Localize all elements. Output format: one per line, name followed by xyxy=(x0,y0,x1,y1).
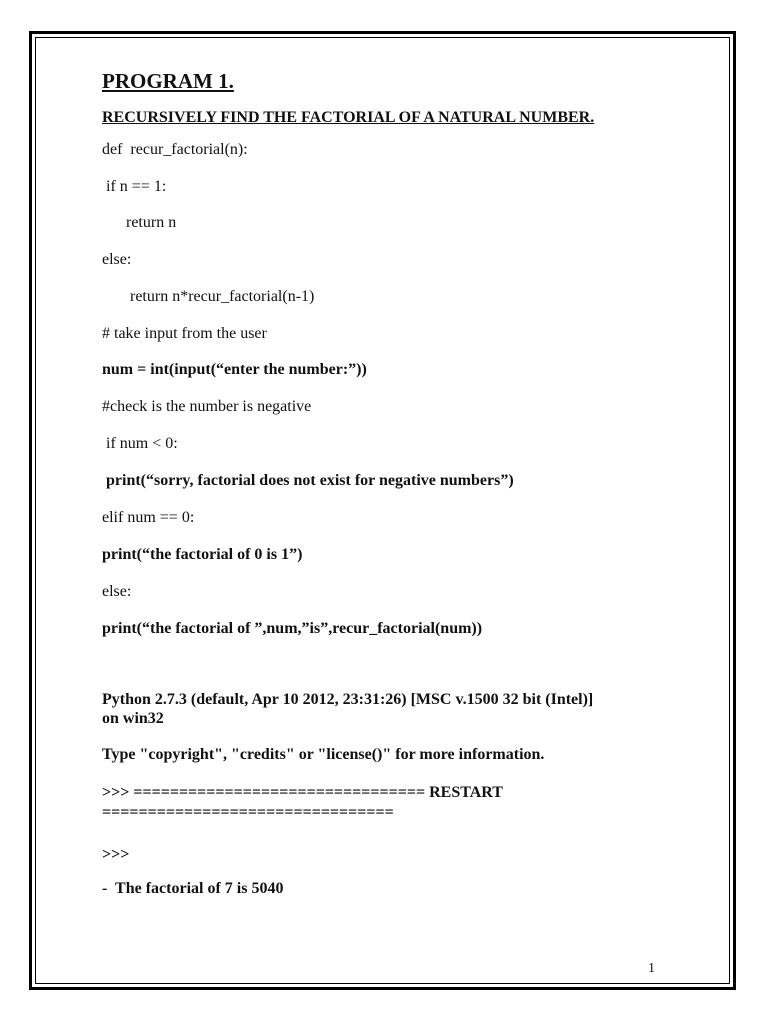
code-line: num = int(input(“enter the number:”)) xyxy=(102,361,367,378)
code-line: elif num == 0: xyxy=(102,509,195,526)
output-info-line: Type "copyright", "credits" or "license()" for more information. xyxy=(102,746,545,763)
code-line: else: xyxy=(102,583,132,600)
output-prompt: >>> xyxy=(102,846,130,863)
program-title: PROGRAM 1. xyxy=(102,69,234,93)
output-restart-line2: ================================ xyxy=(102,804,394,821)
code-line: if n == 1: xyxy=(102,178,167,195)
code-line: print(“the factorial of ”,num,”is”,recur_factorial(num)) xyxy=(102,620,483,637)
output-banner-line1: Python 2.7.3 (default, Apr 10 2012, 23:31:26) [MSC v.1500 32 bit (Intel)] xyxy=(102,691,594,708)
page-number: 1 xyxy=(648,961,655,976)
output-banner-line2: on win32 xyxy=(102,710,164,727)
output-restart-line1: >>> ================================ RESTART xyxy=(102,784,503,801)
code-line: print(“sorry, factorial does not exist for negative numbers”) xyxy=(102,472,514,489)
code-line: # take input from the user xyxy=(102,325,267,342)
code-line: else: xyxy=(102,251,132,268)
code-line: #check is the number is negative xyxy=(102,398,312,415)
code-line: return n*recur_factorial(n-1) xyxy=(102,288,315,305)
code-line: if num < 0: xyxy=(102,435,178,452)
output-result: - The factorial of 7 is 5040 xyxy=(102,880,284,897)
code-line: def recur_factorial(n): xyxy=(102,141,248,158)
code-line: return n xyxy=(102,214,177,231)
program-subtitle: RECURSIVELY FIND THE FACTORIAL OF A NATURAL NUMBER. xyxy=(102,109,595,126)
code-line: print(“the factorial of 0 is 1”) xyxy=(102,546,303,563)
